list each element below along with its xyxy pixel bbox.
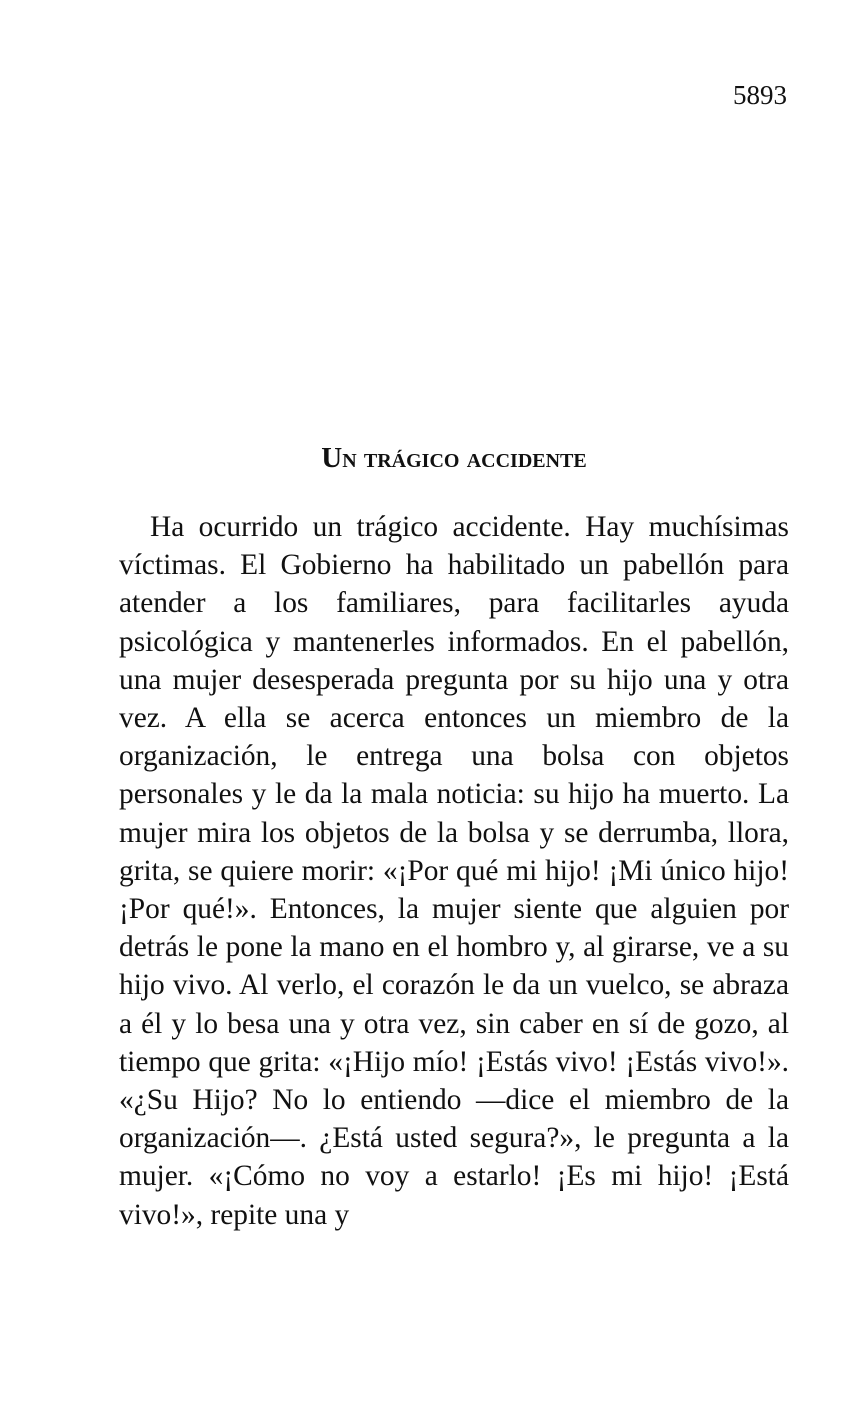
chapter-title: Un trágico accidente: [321, 442, 587, 474]
body-paragraph: Ha ocurrido un trágico accidente. Hay muchísimas víctimas. El Gobierno ha habilitado un pabellón para atender a los familiares, para facilitarles ayuda psicológica y mantenerles informados. En el pabellón, una mujer desesperada pregunta por su hijo una y otra vez. A ella se acerca entonces un miembro de la organización, le entrega una bolsa con objetos personales y le da la mala noticia: su hijo ha muerto. La mujer mira los objetos de la bolsa y se derrumba, llora, grita, se quiere morir: «¡Por qué mi hijo! ¡Mi único hijo! ¡Por qué!». Entonces, la mujer siente que alguien por detrás le pone la mano en el hombro y, al girarse, ve a su hijo vivo. Al verlo, el corazón le da un vuelco, se abraza a él y lo besa una y otra vez, sin caber en sí de gozo, al tiempo que grita: «¡Hijo mío! ¡Estás vivo! ¡Estás vivo!». «¿Su Hijo? No lo entiendo —dice el miembro de la organización—. ¿Está usted segura?», le pregunta a la mujer. «¡Cómo no voy a estarlo! ¡Es mi hijo! ¡Está vivo!», repite una y: [119, 511, 789, 1231]
page-number: 5893: [733, 80, 787, 110]
